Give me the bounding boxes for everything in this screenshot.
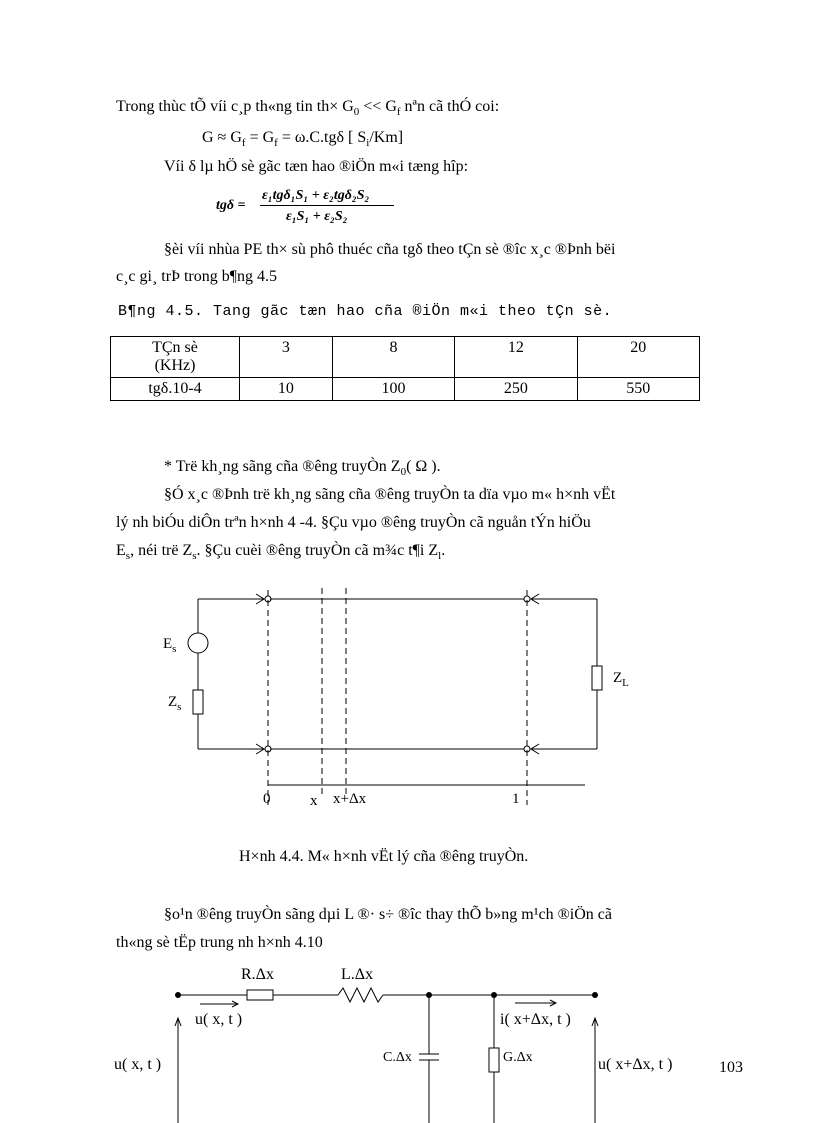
capacitor-label: C.Δx: [383, 1050, 412, 1065]
paragraph-2: Víi δ lµ hÖ sè gãc tæn hao ®iÖn m«i tæng hîp:: [164, 158, 469, 175]
load-impedance-label: $Z_L$: [613, 670, 629, 689]
figure-4-4-caption: H×nh 4.4. M« h×nh vËt lý cña ®êng truyÒn.: [239, 848, 529, 865]
axis-label-x-plus-dx: x+Δx: [333, 791, 367, 807]
table-cell: 8: [332, 337, 454, 378]
formula-denominator: ε₁S₁ + ε₂S₂: [286, 209, 348, 224]
paragraph-6-line-2: th«ng sè tËp trung nh h×nh 4.10: [116, 934, 323, 951]
table-cell: 12: [455, 337, 577, 378]
axis-label-1: 1: [512, 791, 520, 807]
paragraph-5-line-3: $E_s$, néi trë $Z_s$. §Çu cuèi ®êng truyÒn cã m¾c t¶i $Z_l$.: [116, 542, 446, 563]
source-impedance-label: $Z_s$: [168, 694, 182, 713]
input-voltage-label: u( x, t ): [114, 1056, 162, 1073]
table-cell: 550: [577, 378, 699, 401]
output-voltage-label: u( x+Δx, t ): [598, 1056, 673, 1073]
input-voltage-arrow-label: u( x, t ): [195, 1011, 243, 1028]
formula-lhs: tgδ =: [216, 198, 246, 213]
table-cell: 20: [577, 337, 699, 378]
resistor-label: R.Δx: [241, 966, 274, 983]
paragraph-4: * Trë kh¸ng sãng cña ®êng truyÒn $Z_0$( Ω ).: [164, 458, 441, 479]
paragraph-5-line-1: §Ó x¸c ®Þnh trë kh¸ng sãng cña ®êng truyÒn ta dïa vµo m« h×nh vËt: [164, 486, 616, 503]
table-header-frequency: TÇn sè (KHz): [111, 337, 240, 378]
table-caption: B¶ng 4.5. Tang gãc tæn hao cña ®iÖn m«i theo tÇn sè.: [118, 303, 613, 320]
table-cell: 100: [332, 378, 454, 401]
paragraph-1: Trong thùc tÕ víi c¸p th«ng tin $th\times G_0 << G_f$ nªn cã thÓ coi:: [116, 98, 500, 119]
paragraph-6-line-1: §o¹n ®êng truyÒn sãng dµi L ®· s÷ ®îc thay thÕ b»ng m¹ch ®iÖn cã: [164, 906, 612, 923]
inductor-label: L.Δx: [341, 966, 374, 983]
axis-label-0: 0: [263, 791, 271, 807]
page-number: 103: [719, 1059, 743, 1076]
paragraph-3-line-2: c¸c gi¸ trÞ trong b¶ng 4.5: [116, 268, 277, 285]
table-cell: 10: [240, 378, 333, 401]
source-voltage-label: $E_s$: [163, 636, 177, 655]
output-current-label: i( x+Δx, t ): [500, 1011, 571, 1028]
formula-numerator: ε₁tgδ₁S₁ + ε₂tgδ₂S₂: [262, 188, 370, 203]
table-cell: 3: [240, 337, 333, 378]
paragraph-3-line-1: §èi víi nhùa PE th× sù phô thuéc cña tgδ theo tÇn sè ®îc x¸c ®Þnh bëi: [164, 241, 616, 258]
paragraph-5-line-2: lý nh biÓu diÔn trªn h×nh 4 -4. §Çu vµo ®êng truyÒn cã nguån tÝn hiÖu: [116, 514, 591, 531]
axis-label-x: x: [310, 793, 318, 809]
table-cell: 250: [455, 378, 577, 401]
table-row-label: tgδ.10-4: [111, 378, 240, 401]
equation-g: $G \approx G_f = G_f = \omega.C.tg\delta$ [ $S_i/Km$]: [202, 129, 404, 150]
conductance-label: G.Δx: [503, 1050, 533, 1065]
